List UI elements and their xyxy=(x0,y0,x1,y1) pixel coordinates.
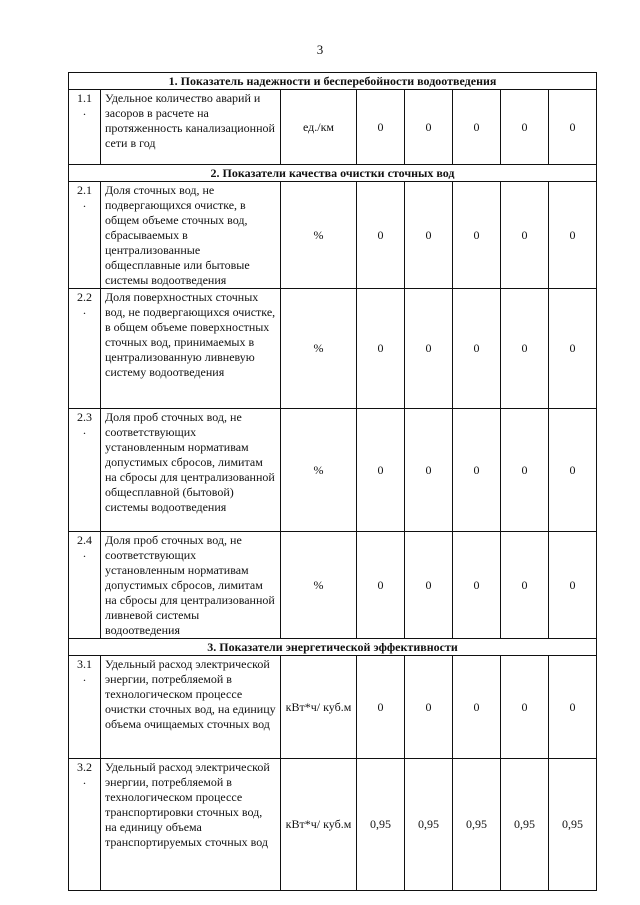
row-number-text: 2.4 xyxy=(77,533,92,547)
indicator-description: Доля проб сточных вод, не соответствующих установленным нормативам допустимых сбросов, лимитам на сбросы для централизованной общесплавной (бытовой) системы водоотведения xyxy=(101,409,281,532)
row-number xyxy=(69,182,101,289)
value-cell: 0 xyxy=(357,532,405,639)
row-number-text: 3.2 xyxy=(77,760,92,774)
row-number-suffix: . xyxy=(83,196,86,210)
indicator-description: Удельный расход электрической энергии, потребляемой в технологическом процессе очистки сточных вод, на единицу объема очищаемых сточных вод xyxy=(101,656,281,759)
value-cell: 0,95 xyxy=(453,759,501,891)
row-number-text: 3.1 xyxy=(77,657,92,671)
value-cell: 0,95 xyxy=(405,759,453,891)
value-cell: 0,95 xyxy=(501,759,549,891)
table-row xyxy=(69,182,597,289)
unit-cell: кВт*ч/ куб.м xyxy=(281,759,357,891)
indicator-description: Доля проб сточных вод, не соответствующих установленным нормативам допустимых сбросов, лимитам на сбросы для централизованной ливневой системы водоотведения xyxy=(101,532,281,639)
value-cell: 0 xyxy=(549,182,597,289)
value-cell: 0 xyxy=(405,656,453,759)
value-cell: 0,95 xyxy=(549,759,597,891)
row-number xyxy=(69,656,101,759)
row-number-text: 2.3 xyxy=(77,410,92,424)
section-header-row xyxy=(69,73,597,90)
value-cell: 0 xyxy=(549,532,597,639)
value-cell: 0 xyxy=(357,656,405,759)
section-title: 1. Показатель надежности и бесперебойности водоотведения xyxy=(69,73,597,90)
unit-cell: % xyxy=(281,409,357,532)
row-number-suffix: . xyxy=(83,773,86,787)
table-row xyxy=(69,409,597,532)
value-cell: 0 xyxy=(549,656,597,759)
row-number-suffix: . xyxy=(83,303,86,317)
row-number-suffix: . xyxy=(83,546,86,560)
value-cell: 0 xyxy=(357,90,405,165)
indicator-description: Удельный расход электрической энергии, потребляемой в технологическом процессе транспортировки сточных вод, на единицу объема транспортируемых сточных вод xyxy=(101,759,281,891)
row-number-text: 2.1 xyxy=(77,183,92,197)
unit-cell: ед./км xyxy=(281,90,357,165)
value-cell: 0 xyxy=(549,289,597,409)
row-number xyxy=(69,90,101,165)
value-cell: 0 xyxy=(501,656,549,759)
section-header-row xyxy=(69,165,597,182)
indicators-table xyxy=(68,72,597,891)
value-cell: 0 xyxy=(501,90,549,165)
section-title: 3. Показатели энергетической эффективности xyxy=(69,639,597,656)
value-cell: 0 xyxy=(453,182,501,289)
value-cell: 0,95 xyxy=(357,759,405,891)
section-header-row xyxy=(69,639,597,656)
page-number: 3 xyxy=(316,42,324,57)
value-cell: 0 xyxy=(357,182,405,289)
table-row xyxy=(69,532,597,639)
value-cell: 0 xyxy=(453,90,501,165)
value-cell: 0 xyxy=(501,289,549,409)
unit-cell: % xyxy=(281,289,357,409)
row-number xyxy=(69,532,101,639)
value-cell: 0 xyxy=(501,182,549,289)
row-number xyxy=(69,289,101,409)
value-cell: 0 xyxy=(501,409,549,532)
row-number xyxy=(69,759,101,891)
unit-cell: % xyxy=(281,532,357,639)
row-number-suffix: . xyxy=(83,670,86,684)
value-cell: 0 xyxy=(357,289,405,409)
section-title: 2. Показатели качества очистки сточных вод xyxy=(69,165,597,182)
row-number-suffix: . xyxy=(83,104,86,118)
indicator-description: Доля поверхностных сточных вод, не подвергающихся очистке, в общем объеме поверхностных сточных вод, принимаемых в централизованную ливневую систему водоотведения xyxy=(101,289,281,409)
row-number-text: 2.2 xyxy=(77,290,92,304)
value-cell: 0 xyxy=(453,289,501,409)
value-cell: 0 xyxy=(501,532,549,639)
value-cell: 0 xyxy=(405,532,453,639)
value-cell: 0 xyxy=(405,409,453,532)
value-cell: 0 xyxy=(405,90,453,165)
row-number-text: 1.1 xyxy=(77,91,92,105)
unit-cell: % xyxy=(281,182,357,289)
value-cell: 0 xyxy=(405,289,453,409)
table-row xyxy=(69,759,597,891)
indicator-description: Удельное количество аварий и засоров в расчете на протяженность канализационной сети в год xyxy=(101,90,281,165)
value-cell: 0 xyxy=(453,409,501,532)
value-cell: 0 xyxy=(549,90,597,165)
value-cell: 0 xyxy=(549,409,597,532)
value-cell: 0 xyxy=(453,656,501,759)
value-cell: 0 xyxy=(405,182,453,289)
indicator-description: Доля сточных вод, не подвергающихся очистке, в общем объеме сточных вод, сбрасываемых в централизованные общесплавные или бытовые системы водоотведения xyxy=(101,182,281,289)
row-number xyxy=(69,409,101,532)
table-row xyxy=(69,289,597,409)
table-row xyxy=(69,656,597,759)
table-body xyxy=(69,73,597,891)
value-cell: 0 xyxy=(357,409,405,532)
table-row xyxy=(69,90,597,165)
unit-cell: кВт*ч/ куб.м xyxy=(281,656,357,759)
row-number-suffix: . xyxy=(83,423,86,437)
value-cell: 0 xyxy=(453,532,501,639)
